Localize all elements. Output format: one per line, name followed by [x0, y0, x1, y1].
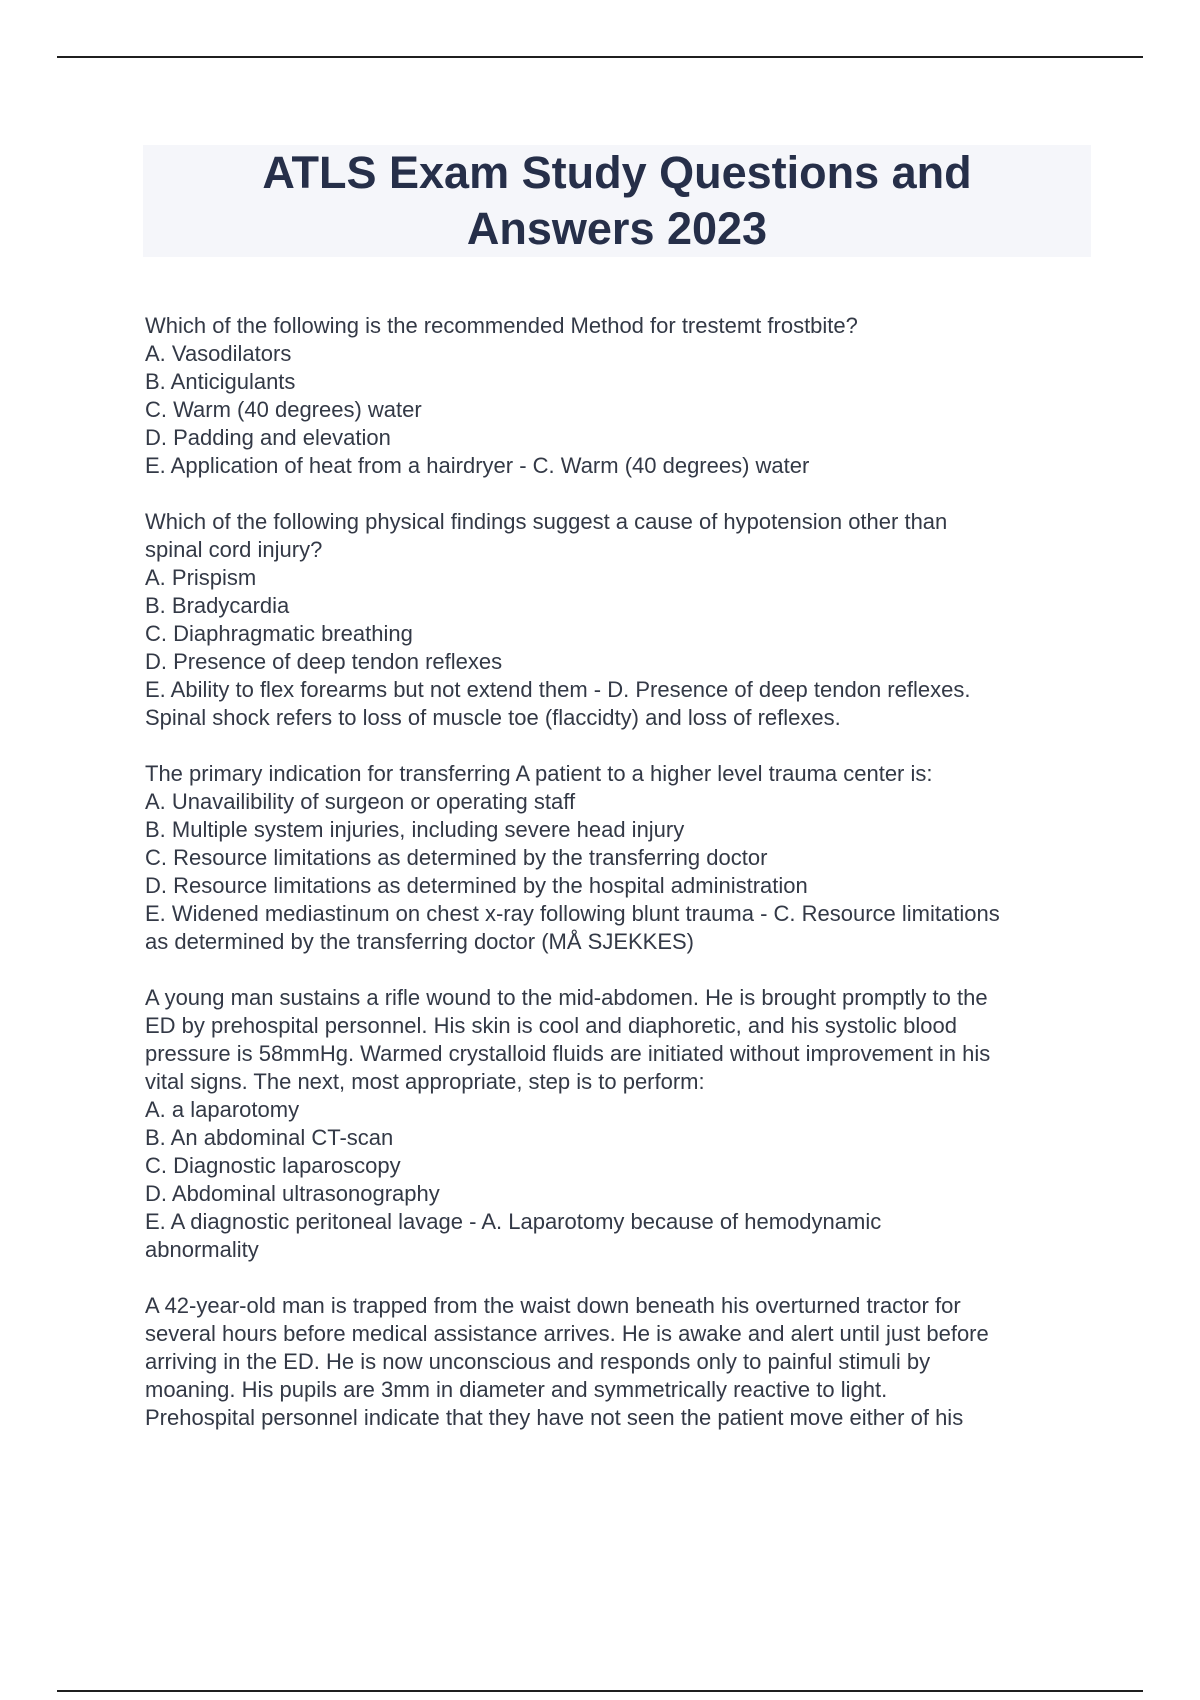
option-a: A. a laparotomy [145, 1097, 300, 1122]
question-text: The primary indication for transferring A patient to a higher level trauma center is: [145, 761, 933, 786]
option-c: C. Warm (40 degrees) water [145, 397, 422, 422]
option-d: D. Resource limitations as determined by the hospital administration [145, 873, 808, 898]
option-d: D. Padding and elevation [145, 425, 391, 450]
question-text-continued: spinal cord injury? [145, 537, 323, 562]
option-a: A. Unavailibility of surgeon or operating staff [145, 789, 576, 814]
option-b: B. Multiple system injuries, including severe head injury [145, 817, 685, 842]
option-a: A. Vasodilators [145, 341, 292, 366]
question-block [145, 508, 1095, 732]
option-b: B. Anticigulants [145, 369, 296, 394]
option-d: D. Presence of deep tendon reflexes [145, 649, 503, 674]
question-text-continued: pressure is 58mmHg. Warmed crystalloid fluids are initiated without improvement in his [145, 1041, 991, 1066]
title-band [143, 145, 1091, 257]
option-c: C. Diagnostic laparoscopy [145, 1153, 401, 1178]
option-e-with-answer: E. Widened mediastinum on chest x-ray following blunt trauma - C. Resource limitations [145, 901, 1000, 926]
question-text-continued: arriving in the ED. He is now unconscious and responds only to painful stimuli by [145, 1349, 931, 1374]
document-title-line-1: ATLS Exam Study Questions and [262, 147, 972, 198]
option-b: B. Bradycardia [145, 593, 290, 618]
top-rule [57, 56, 1143, 58]
document-title [143, 145, 1091, 257]
question-text-continued: vital signs. The next, most appropriate, step is to perform: [145, 1069, 705, 1094]
document-title-line-2: Answers 2023 [466, 203, 768, 254]
question-text-continued: several hours before medical assistance arrives. He is awake and alert until just before [145, 1321, 989, 1346]
answer-continued: abnormality [145, 1237, 259, 1262]
option-d: D. Abdominal ultrasonography [145, 1181, 440, 1206]
option-e-with-answer: E. Ability to flex forearms but not extend them - D. Presence of deep tendon reflexes. [145, 677, 971, 702]
option-e-with-answer: E. Application of heat from a hairdryer - C. Warm (40 degrees) water [145, 453, 810, 478]
question-block [145, 312, 1095, 480]
question-text: Which of the following is the recommended Method for trestemt frostbite? [145, 313, 858, 338]
answer-explanation: Spinal shock refers to loss of muscle toe (flaccidty) and loss of reflexes. [145, 705, 841, 730]
question-text: A young man sustains a rifle wound to the mid-abdomen. He is brought promptly to the [145, 985, 988, 1010]
bottom-rule [57, 1690, 1143, 1692]
question-text-continued: Prehospital personnel indicate that they have not seen the patient move either of his [145, 1405, 964, 1430]
option-c: C. Resource limitations as determined by the transferring doctor [145, 845, 768, 870]
option-c: C. Diaphragmatic breathing [145, 621, 413, 646]
option-b: B. An abdominal CT-scan [145, 1125, 394, 1150]
questions-content [145, 312, 1095, 1460]
question-block [145, 1292, 1095, 1432]
question-block [145, 760, 1095, 956]
option-a: A. Prispism [145, 565, 257, 590]
question-text-continued: ED by prehospital personnel. His skin is cool and diaphoretic, and his systolic blood [145, 1013, 957, 1038]
question-block [145, 984, 1095, 1264]
question-text-continued: moaning. His pupils are 3mm in diameter and symmetrically reactive to light. [145, 1377, 888, 1402]
answer-continued: as determined by the transferring doctor (MÅ SJEKKES) [145, 929, 695, 954]
option-e-with-answer: E. A diagnostic peritoneal lavage - A. Laparotomy because of hemodynamic [145, 1209, 882, 1234]
question-text: Which of the following physical findings suggest a cause of hypotension other than [145, 509, 948, 534]
question-text: A 42-year-old man is trapped from the waist down beneath his overturned tractor for [145, 1293, 961, 1318]
